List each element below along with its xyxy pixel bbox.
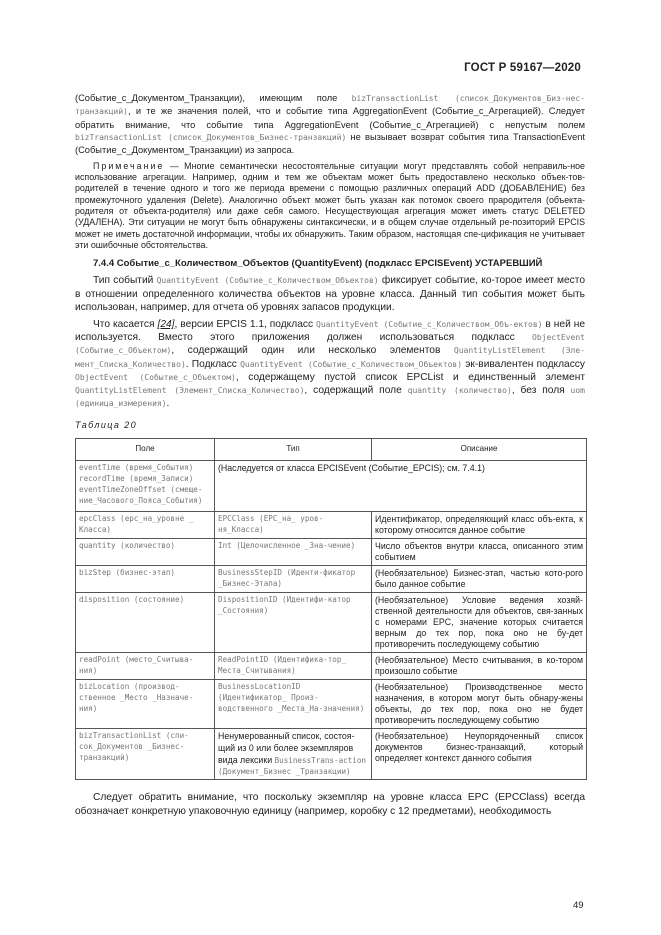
type-cell: BusinessLocationID (Идентификатор_ Произ-водственного _Места_На-значения) [215,679,372,728]
type-cell: Ненумерованный список, состоя-щий из 0 или более экземпляров вида лексики BusinessTrans-action (Документ_Бизнес _Транзакции) [215,728,372,780]
description-cell: (Необязательное) Бизнес-этап, частью кото-рого было данное событие [372,565,587,592]
table-row [76,538,587,565]
field-cell: bizLocation (производ-ственное _Место _Назначе-ния) [76,679,215,728]
type-cell: (Наследуется от класса EPCISEvent (Событие_EPCIS); см. 7.4.1) [215,460,587,511]
document-id-header: ГОСТ Р 59167—2020 [464,62,581,74]
field-cell: quantity (количество) [76,538,215,565]
table-row [76,460,587,511]
paragraph: Что касается [24], версии EPCIS 1.1, подкласс QuantityEvent (Событие_с_Количеством_Объ-ектов) в ней не используется. Вместо этого приложения должен использоваться подкласс ObjectEvent (Событие_с_Объектом), содержащий один или несколько элементов QuantityListElement (Эле-мент_Списка_Количество). Подкласс QuantityEvent (Событие_с_Количеством_Объектов) эк-вивалентен подклассу ObjectEvent (Событие_с_Объектом), содержащему пустой список EPCList и единственный элемент QuantityListElement (Элемент_Списка_Количество), содержащий поле quantity (количество), без поля uom (единица_измерения). [75,319,585,410]
table-row [76,728,587,780]
field-cell: bizTransactionList (спи-сок_Документов _Бизнес-транзакций) [76,728,215,780]
note-label: Примечание [93,160,165,171]
description-cell: (Необязательное) Место считывания, в ко-тором произошло событие [372,652,587,679]
type-cell: Int (Целочисленное _Зна-чение) [215,538,372,565]
table-row [76,565,587,592]
description-cell: (Необязательное) Производственное место назначения, в котором могут быть обнару-жены объекты, до тех пор, пока оно не будет противоречить последующему событию [372,679,587,728]
page-content [75,92,585,818]
description-cell: (Необязательное) Условие ведения хозяй-ственной деятельности для объектов, свя-занных с номерами EPC, значение которых считается верным до тех пор, пока оно не бу-дет противоречить последующему событию [372,592,587,652]
page-number: 49 [573,900,584,911]
code-term: QuantityEvent (Событие_с_Количеством_Объектов) [156,276,379,286]
field-cell: epcClass (epc_на_уровне _ Класса) [76,511,215,538]
table-row [76,592,587,652]
description-cell: Число объектов внутри класса, описанного этим событием [372,538,587,565]
table-row [76,679,587,728]
field-cell: readPoint (место_Считыва-ния) [76,652,215,679]
column-header: Тип [215,438,372,460]
type-cell: EPCClass (EPC_на_ уров-ня_Класса) [215,511,372,538]
data-table [75,438,587,781]
type-cell: DispositionID (Идентифи-катор _Состояния) [215,592,372,652]
note-paragraph: Примечание — Многие семантически несостоятельные ситуации могут представлять собой неправиль-ное использование агрегации. Например, одним и тем же объектам может быть предоставлено несколько объек-тов-родителей в течение одного и того же периода времени с помощью различных операций ADD (ДОБАВЛЕНИЕ) без промежуточного удаления (Delete). Аналогично объект может быть указан как потомок своего прародителя (объекта-родителя от объекта-родителя) или даже себя самого. Несуществующая агрегация может иметь статус DELETED (УДАЛЕНА). Эти ситуации не могут быть обнаружены синтаксически, и в общем случае отдельный ре-позиторий EPCIS может не иметь достаточной информации, чтобы их обнаружить. Таким образом, настоящая спе-цификация не учитывает эти ошибочные обстоятельства. [75,160,585,250]
table-caption: Таблица 20 [75,420,138,431]
table-row [76,511,587,538]
code-term: bizTransactionList (список_Документов_Бизнес-транзакций) [75,133,347,143]
type-cell: ReadPointID (Идентифика-тор_ Места_Считывания) [215,652,372,679]
column-header: Описание [372,438,587,460]
field-cell: eventTime (время_События) recordTime (время_Записи) eventTimeZoneOffset (смеще-ние_Часового_Пояса_События) [76,460,215,511]
reference-link[interactable]: [24] [157,319,175,331]
description-cell: (Необязательное) Неупорядоченный список документов бизнес-транзакций, который определяет контекст данного события [372,728,587,780]
section-heading: 7.4.4 Событие_с_Количеством_Объектов (QuantityEvent) (подкласс EPCISEvent) УСТАРЕВШИЙ [93,258,543,270]
column-header: Поле [76,438,215,460]
paragraph: Тип событий QuantityEvent (Событие_с_Количеством_Объектов) фиксирует событие, ко-торое имеет место в отношении определенного количества объектов на уровне класса. Данный тип события может быть использован, например, для отчета об уровнях запасов продукции. [75,275,585,313]
type-cell: BusinessStepID (Иденти-фикатор _Бизнес-Этапа) [215,565,372,592]
description-cell: Идентификатор, определяющий класс объ-екта, к которому относится данное событие [372,511,587,538]
field-cell: bizStep (бизнес-этап) [76,565,215,592]
paragraph: Следует обратить внимание, что поскольку экземпляр на уровне класса EPC (EPCClass) всегда обозначает конкретную упаковочную единицу (например, коробку с 12 предметами), необходимость [75,792,585,817]
table-row [76,652,587,679]
field-cell: disposition (состояние) [76,592,215,652]
code-term: bizTransactionList (список_Документов_Биз-нес-транзакций) [75,94,585,117]
paragraph: (Событие_с_Документом_Транзакции), имеющим поле bizTransactionList (список_Документов_Биз-нес-транзакций), и те же значения полей, что и событие типа AggregationEvent (Событие_с_Агрегацией). Следует обратить внимание, что событие типа AggregationEvent (Событие_с_Агрегацией) с непустым полем bizTransactionList (список_Документов_Бизнес-транзакций) не вызывает возврат события типа TransactionEvent (Событие_с_Документом_Транзакции) из запроса. [75,93,585,156]
table-header-row [76,438,587,460]
